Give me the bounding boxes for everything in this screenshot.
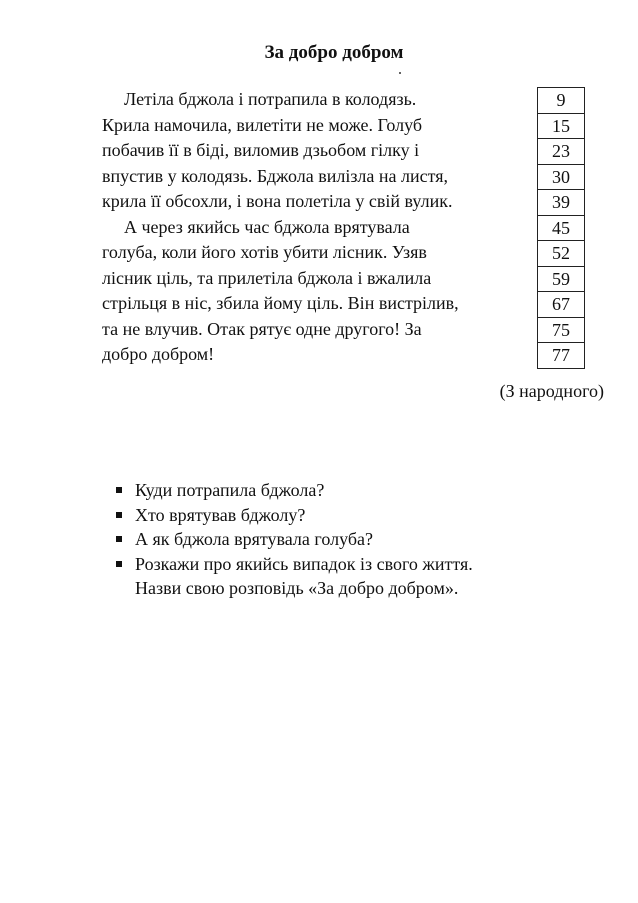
word-count-cell: 77 xyxy=(537,342,585,369)
word-count-column xyxy=(537,87,585,369)
word-count-cell: 59 xyxy=(537,266,585,292)
word-count-cell: 23 xyxy=(537,138,585,164)
square-bullet-icon xyxy=(116,561,122,567)
square-bullet-icon xyxy=(116,536,122,542)
story-line: добро добром! xyxy=(102,344,215,364)
question-item xyxy=(116,503,586,528)
word-count-cell: 67 xyxy=(537,291,585,317)
story-text xyxy=(102,87,522,368)
story-line: лісник ціль, та прилетіла бджола і вжалила xyxy=(102,267,432,288)
story-line: крила її обсохли, і вона полетіла у свій вулик. xyxy=(102,191,453,211)
question-subtext: Назви свою розповідь «За добро добром». xyxy=(135,578,459,598)
word-count-cell: 9 xyxy=(537,87,585,113)
story-line: впустив у колодязь. Бджола вилізла на листя, xyxy=(102,165,449,186)
story-line: та не влучив. Отак рятує одне другого! За xyxy=(102,318,422,339)
square-bullet-icon xyxy=(116,487,122,493)
word-count-cell: 15 xyxy=(537,113,585,139)
stray-dot xyxy=(399,72,401,74)
story-line: стрільця в ніс, збила йому ціль. Він вистрілив, xyxy=(102,293,459,313)
square-bullet-icon xyxy=(116,512,122,518)
story-line: Летіла бджола і потрапила в колодязь. xyxy=(124,89,417,109)
story-line: Крила намочила, вилетіти не може. Голуб xyxy=(102,114,423,135)
word-count-cell: 52 xyxy=(537,240,585,266)
question-list xyxy=(116,478,586,601)
word-count-cell: 45 xyxy=(537,215,585,241)
story-line: А через якийсь час бджола врятувала xyxy=(124,216,410,237)
word-count-cell: 30 xyxy=(537,164,585,190)
question-text: А як бджола врятувала голуба? xyxy=(135,529,373,549)
question-item xyxy=(116,478,586,503)
question-item xyxy=(116,552,586,601)
question-item xyxy=(116,527,586,552)
question-text: Куди потрапила бджола? xyxy=(135,480,325,500)
word-count-cell: 39 xyxy=(537,189,585,215)
story-line: побачив її в біді, виломив дзьобом гілку і xyxy=(102,140,420,160)
story-line: голуба, коли його хотів убити лісник. Узяв xyxy=(102,242,427,262)
source-attribution: (З народного) xyxy=(499,381,604,401)
question-text: Розкажи про якийсь випадок із свого життя. xyxy=(135,553,473,574)
word-count-cell: 75 xyxy=(537,317,585,343)
question-text: Хто врятував бджолу? xyxy=(135,504,306,525)
page-title: За добро добром xyxy=(264,42,404,63)
